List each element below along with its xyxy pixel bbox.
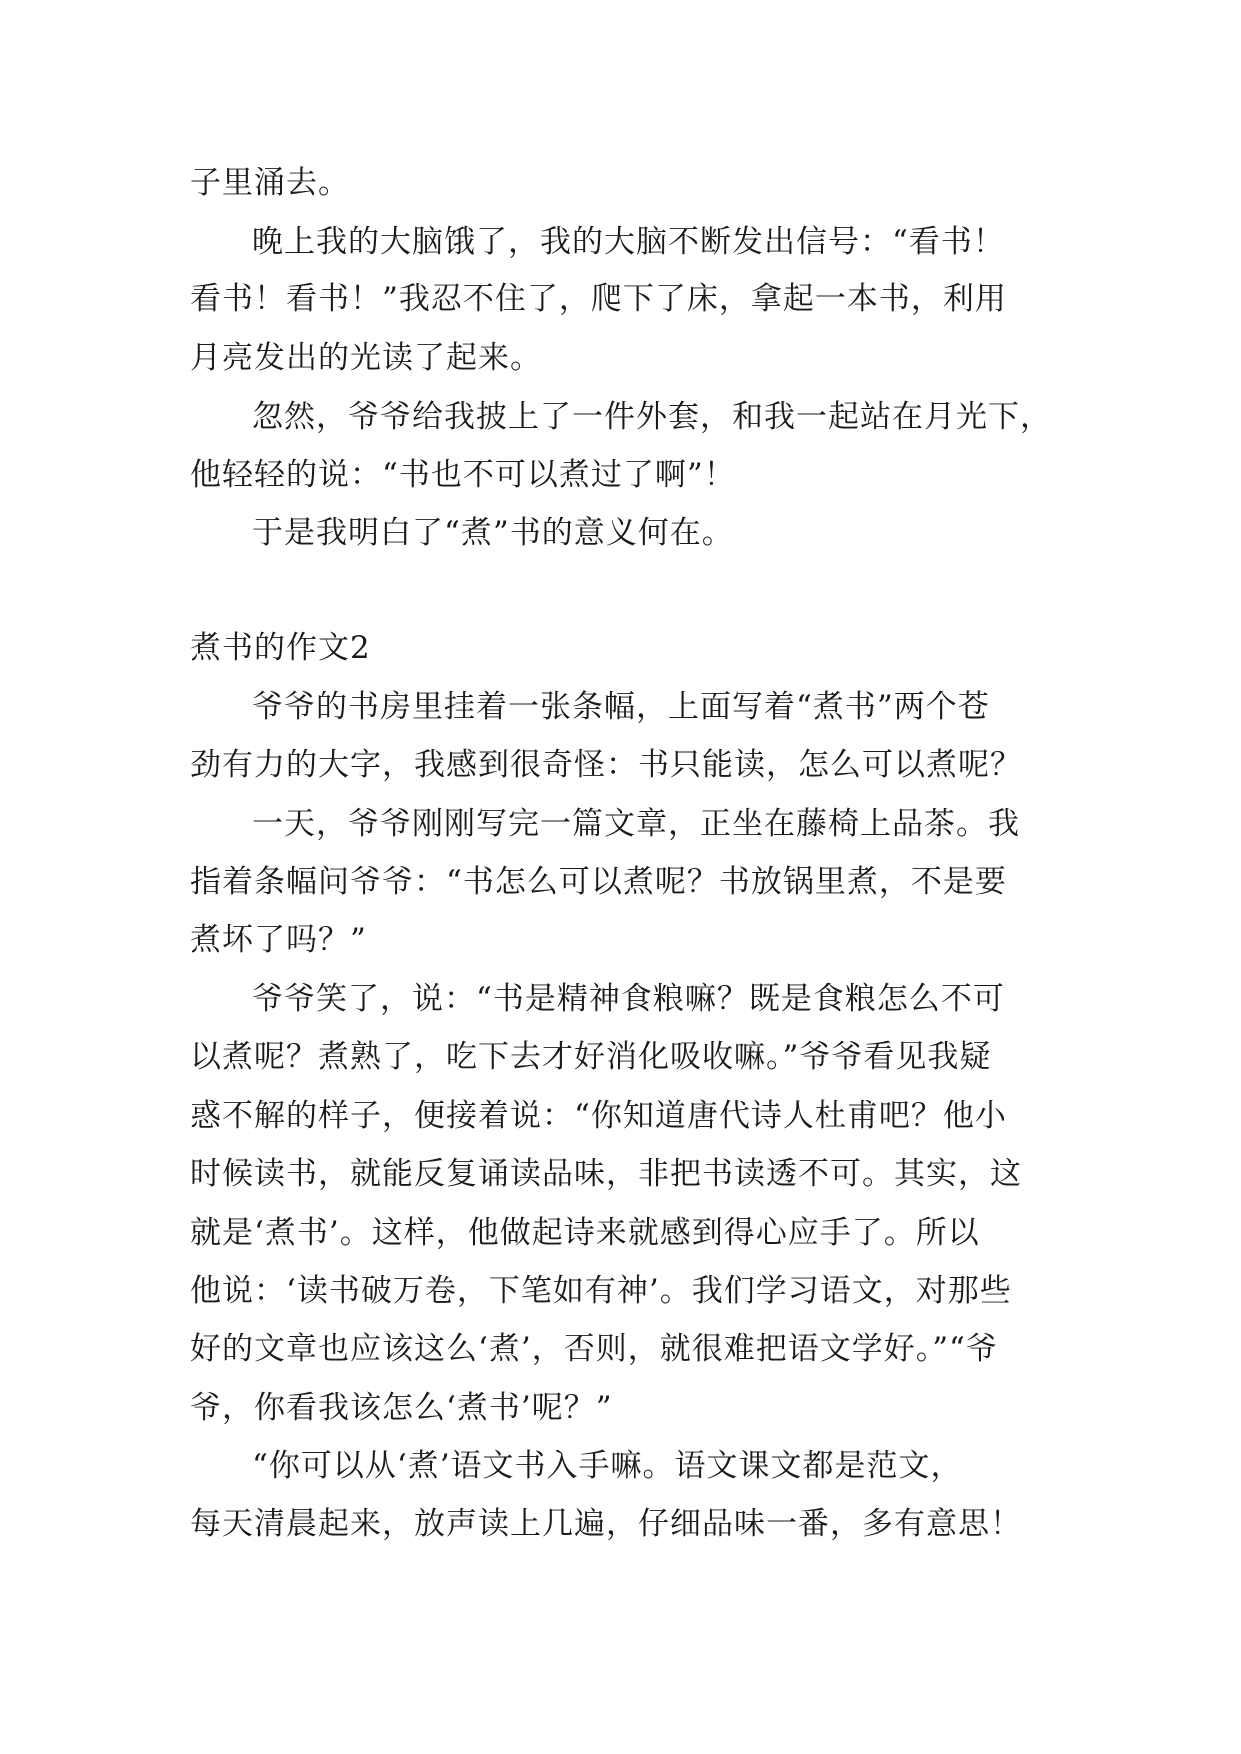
section-heading: 煮书的作文2 bbox=[190, 630, 371, 666]
text-line: 指着条幅问爷爷：“书怎么可以煮呢？书放锅里煮，不是要 bbox=[190, 864, 1007, 900]
text-line: 月亮发出的光读了起来。 bbox=[190, 340, 542, 376]
text-line: 劲有力的大字，我感到很奇怪：书只能读，怎么可以煮呢？ bbox=[190, 747, 1022, 783]
paragraph-start-line: 爷爷笑了，说：“书是精神食粮嘛？既是食粮怎么不可 bbox=[252, 981, 1005, 1017]
paragraph-start-line: 晚上我的大脑饿了，我的大脑不断发出信号：“看书！ bbox=[252, 224, 1005, 260]
paragraph-start-line: “你可以从‘煮’语文书入手嘛。语文课文都是范文， bbox=[252, 1448, 963, 1484]
text-line: 以煮呢？煮熟了，吃下去才好消化吸收嘛。”爷爷看见我疑 bbox=[190, 1039, 992, 1075]
text-line: 他轻轻的说：“书也不可以煮过了啊”！ bbox=[190, 457, 736, 493]
text-line: 好的文章也应该这么‘煮’，否则，就很难把语文学好。”“爷 bbox=[190, 1331, 998, 1367]
text-line: 煮坏了吗？” bbox=[190, 922, 367, 958]
text-line: 看书！看书！”我忍不住了，爬下了床，拿起一本书，利用 bbox=[190, 281, 1007, 317]
text-line: 他说：‘读书破万卷，下笔如有神’。我们学习语文，对那些 bbox=[190, 1273, 1012, 1309]
text-line: 就是‘煮书’。这样，他做起诗来就感到得心应手了。所以 bbox=[190, 1215, 980, 1251]
text-line: 时候读书，就能反复诵读品味，非把书读透不可。其实，这 bbox=[190, 1156, 1022, 1192]
text-line: 惑不解的样子，便接着说：“你知道唐代诗人杜甫吧？他小 bbox=[190, 1098, 1007, 1134]
paragraph-start-line: 爷爷的书房里挂着一张条幅，上面写着“煮书”两个苍 bbox=[252, 689, 990, 725]
text-line: 每天清晨起来，放声读上几遍，仔细品味一番，多有意思！ bbox=[190, 1506, 1022, 1542]
paragraph-start-line: 忽然，爷爷给我披上了一件外套，和我一起站在月光下， bbox=[252, 399, 1052, 435]
paragraph-start-line: 于是我明白了“煮”书的意义何在。 bbox=[252, 515, 734, 551]
text-line: 子里涌去。 bbox=[190, 165, 350, 201]
paragraph-start-line: 一天，爷爷刚刚写完一篇文章，正坐在藤椅上品茶。我 bbox=[252, 806, 1020, 842]
text-line: 爷，你看我该怎么‘煮书’呢？” bbox=[190, 1390, 613, 1426]
